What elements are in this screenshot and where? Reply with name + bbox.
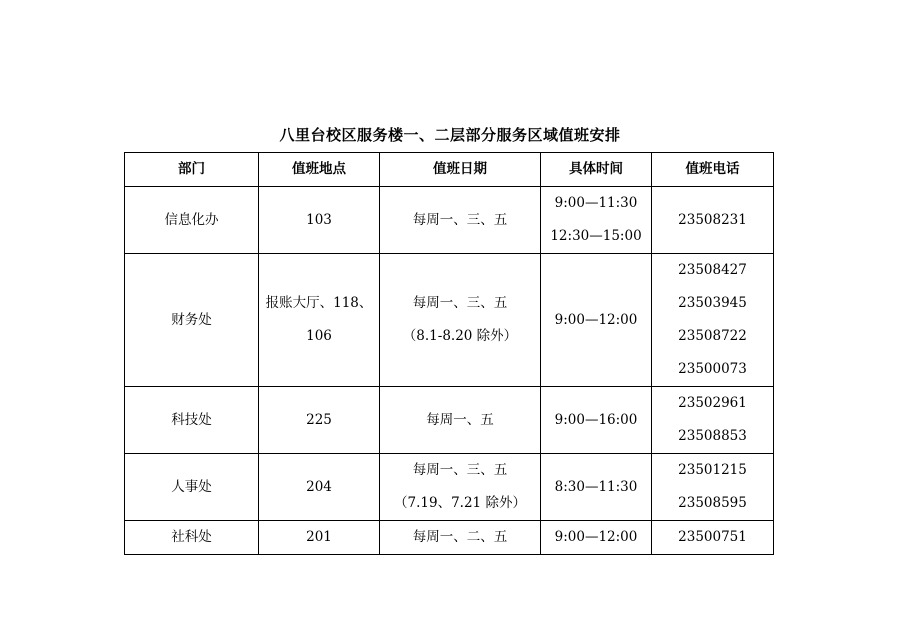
date-text: 每周一、三、五 (412, 295, 508, 311)
cell-location (259, 187, 380, 254)
dept-text: 人事处 (171, 478, 212, 495)
cell-location (259, 254, 380, 387)
cell-date (380, 454, 541, 521)
time-text: 9:00—16:00 (554, 411, 638, 428)
cell-phone (652, 454, 774, 521)
phone-text: 23508427 (678, 262, 747, 278)
phone-text: 23501215 (678, 462, 747, 478)
location-text: 204 (306, 478, 332, 495)
cell-date (380, 254, 541, 387)
table-row (125, 387, 774, 454)
cell-phone (652, 521, 774, 555)
table-row (125, 521, 774, 555)
dept-text: 信息化办 (164, 211, 219, 228)
phone-text: 23503945 (678, 295, 747, 311)
cell-time (541, 254, 652, 387)
date-text: 每周一、五 (426, 411, 494, 428)
cell-dept (125, 254, 259, 387)
table-row (125, 254, 774, 387)
header-location: 值班地点 (259, 153, 380, 187)
time-text: 9:00—11:30 (554, 195, 638, 211)
cell-location (259, 387, 380, 454)
cell-time (541, 187, 652, 254)
dept-text: 财务处 (171, 311, 212, 328)
date-note-text: （8.1-8.20 除外） (402, 328, 518, 344)
table-row (125, 187, 774, 254)
cell-dept (125, 521, 259, 555)
phone-text: 23508853 (678, 428, 747, 444)
location-text: 225 (306, 411, 332, 428)
cell-date (380, 521, 541, 555)
header-time: 具体时间 (541, 153, 652, 187)
time-text: 8:30—11:30 (554, 478, 638, 495)
cell-phone (652, 187, 774, 254)
cell-dept (125, 387, 259, 454)
cell-phone (652, 387, 774, 454)
header-row (125, 153, 774, 187)
header-phone: 值班电话 (652, 153, 774, 187)
cell-dept (125, 454, 259, 521)
location-text: 201 (306, 529, 332, 545)
location-text: 106 (306, 328, 332, 344)
phone-text: 23502961 (678, 395, 747, 411)
duty-schedule-table (124, 152, 774, 555)
header-dept: 部门 (125, 153, 259, 187)
cell-location (259, 454, 380, 521)
cell-dept (125, 187, 259, 254)
table-row (125, 454, 774, 521)
time-text: 9:00—12:00 (554, 529, 638, 545)
time-text: 12:30—15:00 (550, 228, 642, 244)
phone-text: 23500073 (678, 361, 747, 377)
cell-time (541, 387, 652, 454)
location-text: 报账大厅、118、 (265, 295, 373, 311)
cell-date (380, 187, 541, 254)
date-text: 每周一、三、五 (412, 462, 508, 478)
date-note-text: （7.19、7.21 除外） (394, 495, 526, 511)
cell-time (541, 454, 652, 521)
phone-text: 23508722 (678, 328, 747, 344)
time-text: 9:00—12:00 (554, 311, 638, 328)
cell-time (541, 521, 652, 555)
phone-text: 23500751 (678, 529, 747, 545)
location-text: 103 (306, 211, 332, 228)
date-text: 每周一、三、五 (412, 211, 508, 228)
cell-date (380, 387, 541, 454)
header-date: 值班日期 (380, 153, 541, 187)
cell-location (259, 521, 380, 555)
cell-phone (652, 254, 774, 387)
phone-text: 23508231 (678, 211, 747, 228)
dept-text: 社科处 (171, 529, 212, 545)
dept-text: 科技处 (171, 411, 212, 428)
table-title: 八里台校区服务楼一、二层部分服务区域值班安排 (279, 126, 621, 144)
date-text: 每周一、二、五 (412, 529, 508, 545)
phone-text: 23508595 (678, 495, 747, 511)
